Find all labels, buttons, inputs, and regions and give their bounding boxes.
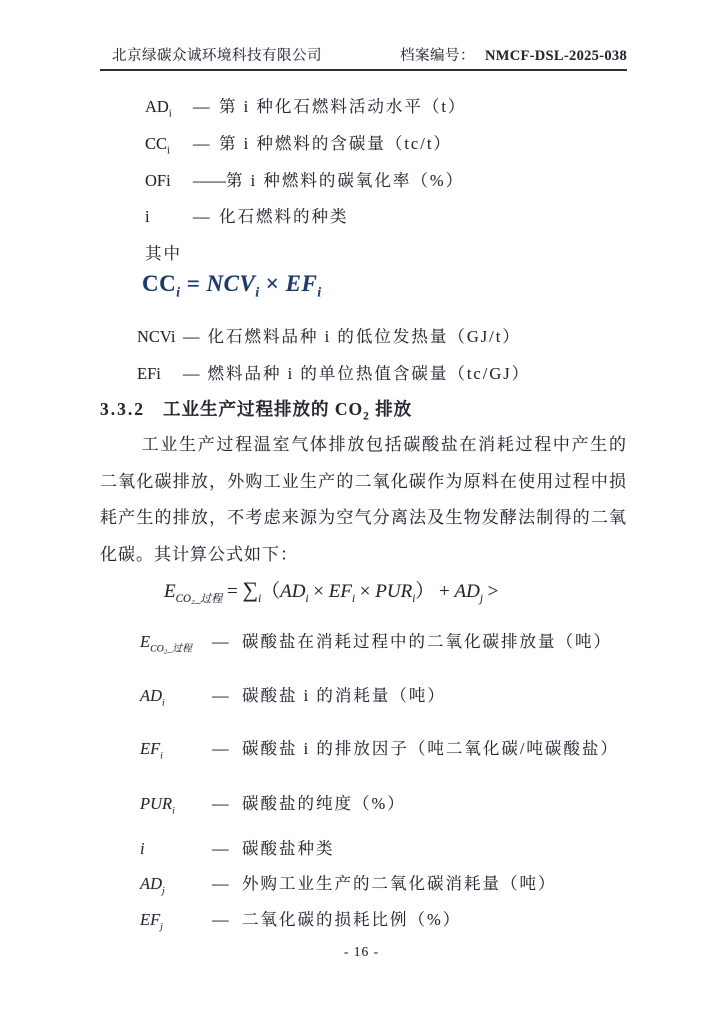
definition-row-efi2 [140, 735, 619, 761]
definition-row-adi [145, 93, 466, 119]
definition-dash: — [212, 632, 229, 651]
definition-text: 二氧化碳的损耗比例（%） [242, 910, 462, 929]
header-doc-label: 档案编号： [399, 48, 475, 64]
definition-row-efi [137, 360, 530, 384]
definition-text: 碳酸盐的纯度（%） [242, 794, 406, 813]
body-paragraph: 工业生产过程温室气体排放包括碳酸盐在消耗过程中产生的二氧化碳排放，外购工业生产的二氧化碳作为原料在使用过程中损耗产生的排放，不考虑来源为空气分离法及生物发酵法制得的二氧化碳。其计算公式如下： [100, 435, 627, 564]
definition-term: i [140, 839, 145, 858]
definition-text: 第 i 种燃料的含碳量（tc/t） [219, 134, 452, 153]
definition-row-puri [140, 790, 406, 816]
definition-row-efj [140, 906, 461, 932]
definition-dash: — [212, 839, 229, 858]
definition-dash: — [212, 874, 229, 893]
definition-row-adj [140, 870, 557, 896]
definition-dash: — [212, 910, 229, 929]
definition-dash: —— [193, 171, 226, 190]
definition-dash: — [212, 686, 229, 705]
definition-text: 化石燃料品种 i 的低位发热量（GJ/t） [207, 327, 521, 346]
definition-row-e-process [140, 628, 612, 654]
definition-term: $E_{CO_2\_过程}$ [140, 632, 192, 655]
section-number: 3.3.2 [100, 399, 145, 419]
definition-term: $AD_i$ [140, 686, 165, 709]
definition-dash: — [212, 739, 229, 758]
definition-dash: — [193, 97, 210, 116]
definition-term: $PUR_i$ [140, 794, 175, 817]
definition-text: 碳酸盐 i 的消耗量（吨） [242, 686, 446, 705]
definition-row-ncvi [137, 323, 521, 347]
definition-row-ofi [145, 167, 464, 193]
header-doc-number: NMCF-DSL-2025-038 [484, 48, 627, 64]
definition-text: 燃料品种 i 的单位热值含碳量（tc/GJ） [207, 364, 531, 383]
definition-term: NCVi [137, 327, 176, 346]
header-divider [100, 69, 627, 71]
definition-text: 碳酸盐 i 的排放因子（吨二氧化碳/吨碳酸盐） [242, 739, 619, 758]
definition-term: i [145, 207, 150, 226]
header-doc-ref [400, 44, 627, 65]
among-label: 其中 [145, 244, 182, 263]
definition-dash: — [183, 364, 200, 383]
definition-row-cci [145, 130, 452, 156]
carbon-content-formula: $CC_i = NCV_i \times EF_i$ [142, 271, 322, 300]
header-company-name: 北京绿碳众诚环境科技有限公司 [112, 48, 322, 64]
page-header [100, 44, 627, 65]
definition-text: 化石燃料的种类 [219, 207, 349, 226]
definition-dash: — [193, 207, 210, 226]
definition-text: 碳酸盐种类 [242, 839, 335, 858]
definition-term: $EF_j$ [140, 910, 163, 933]
section-heading [100, 396, 412, 423]
definition-row-i [145, 203, 349, 229]
section-title: 工业生产过程排放的 $CO_2$ 排放 [163, 399, 413, 423]
definition-text: 第 i 种化石燃料活动水平（t） [219, 97, 467, 116]
definition-term: $AD_i$ [145, 97, 172, 120]
process-emission-formula: $E_{CO_2\_过程} = \sum_i(AD_i \times EF_i \times PUR_i) + AD_j$ > [164, 578, 499, 605]
definition-text: 碳酸盐在消耗过程中的二氧化碳排放量（吨） [242, 632, 612, 651]
definition-row-i2 [140, 835, 335, 861]
definition-term: OFi [145, 171, 171, 190]
page-number: - 16 - [343, 944, 380, 959]
definition-row-adi2 [140, 682, 446, 708]
definition-dash: — [183, 327, 200, 346]
definition-term: $AD_j$ [140, 874, 165, 897]
definition-term: $CC_i$ [145, 134, 170, 157]
definition-dash: — [193, 134, 210, 153]
definition-text: 外购工业生产的二氧化碳消耗量（吨） [242, 874, 557, 893]
definition-text: 第 i 种燃料的碳氧化率（%） [226, 171, 465, 190]
definition-dash: — [212, 794, 229, 813]
definition-term: $EF_i$ [140, 739, 163, 762]
definition-term: EFi [137, 364, 161, 383]
